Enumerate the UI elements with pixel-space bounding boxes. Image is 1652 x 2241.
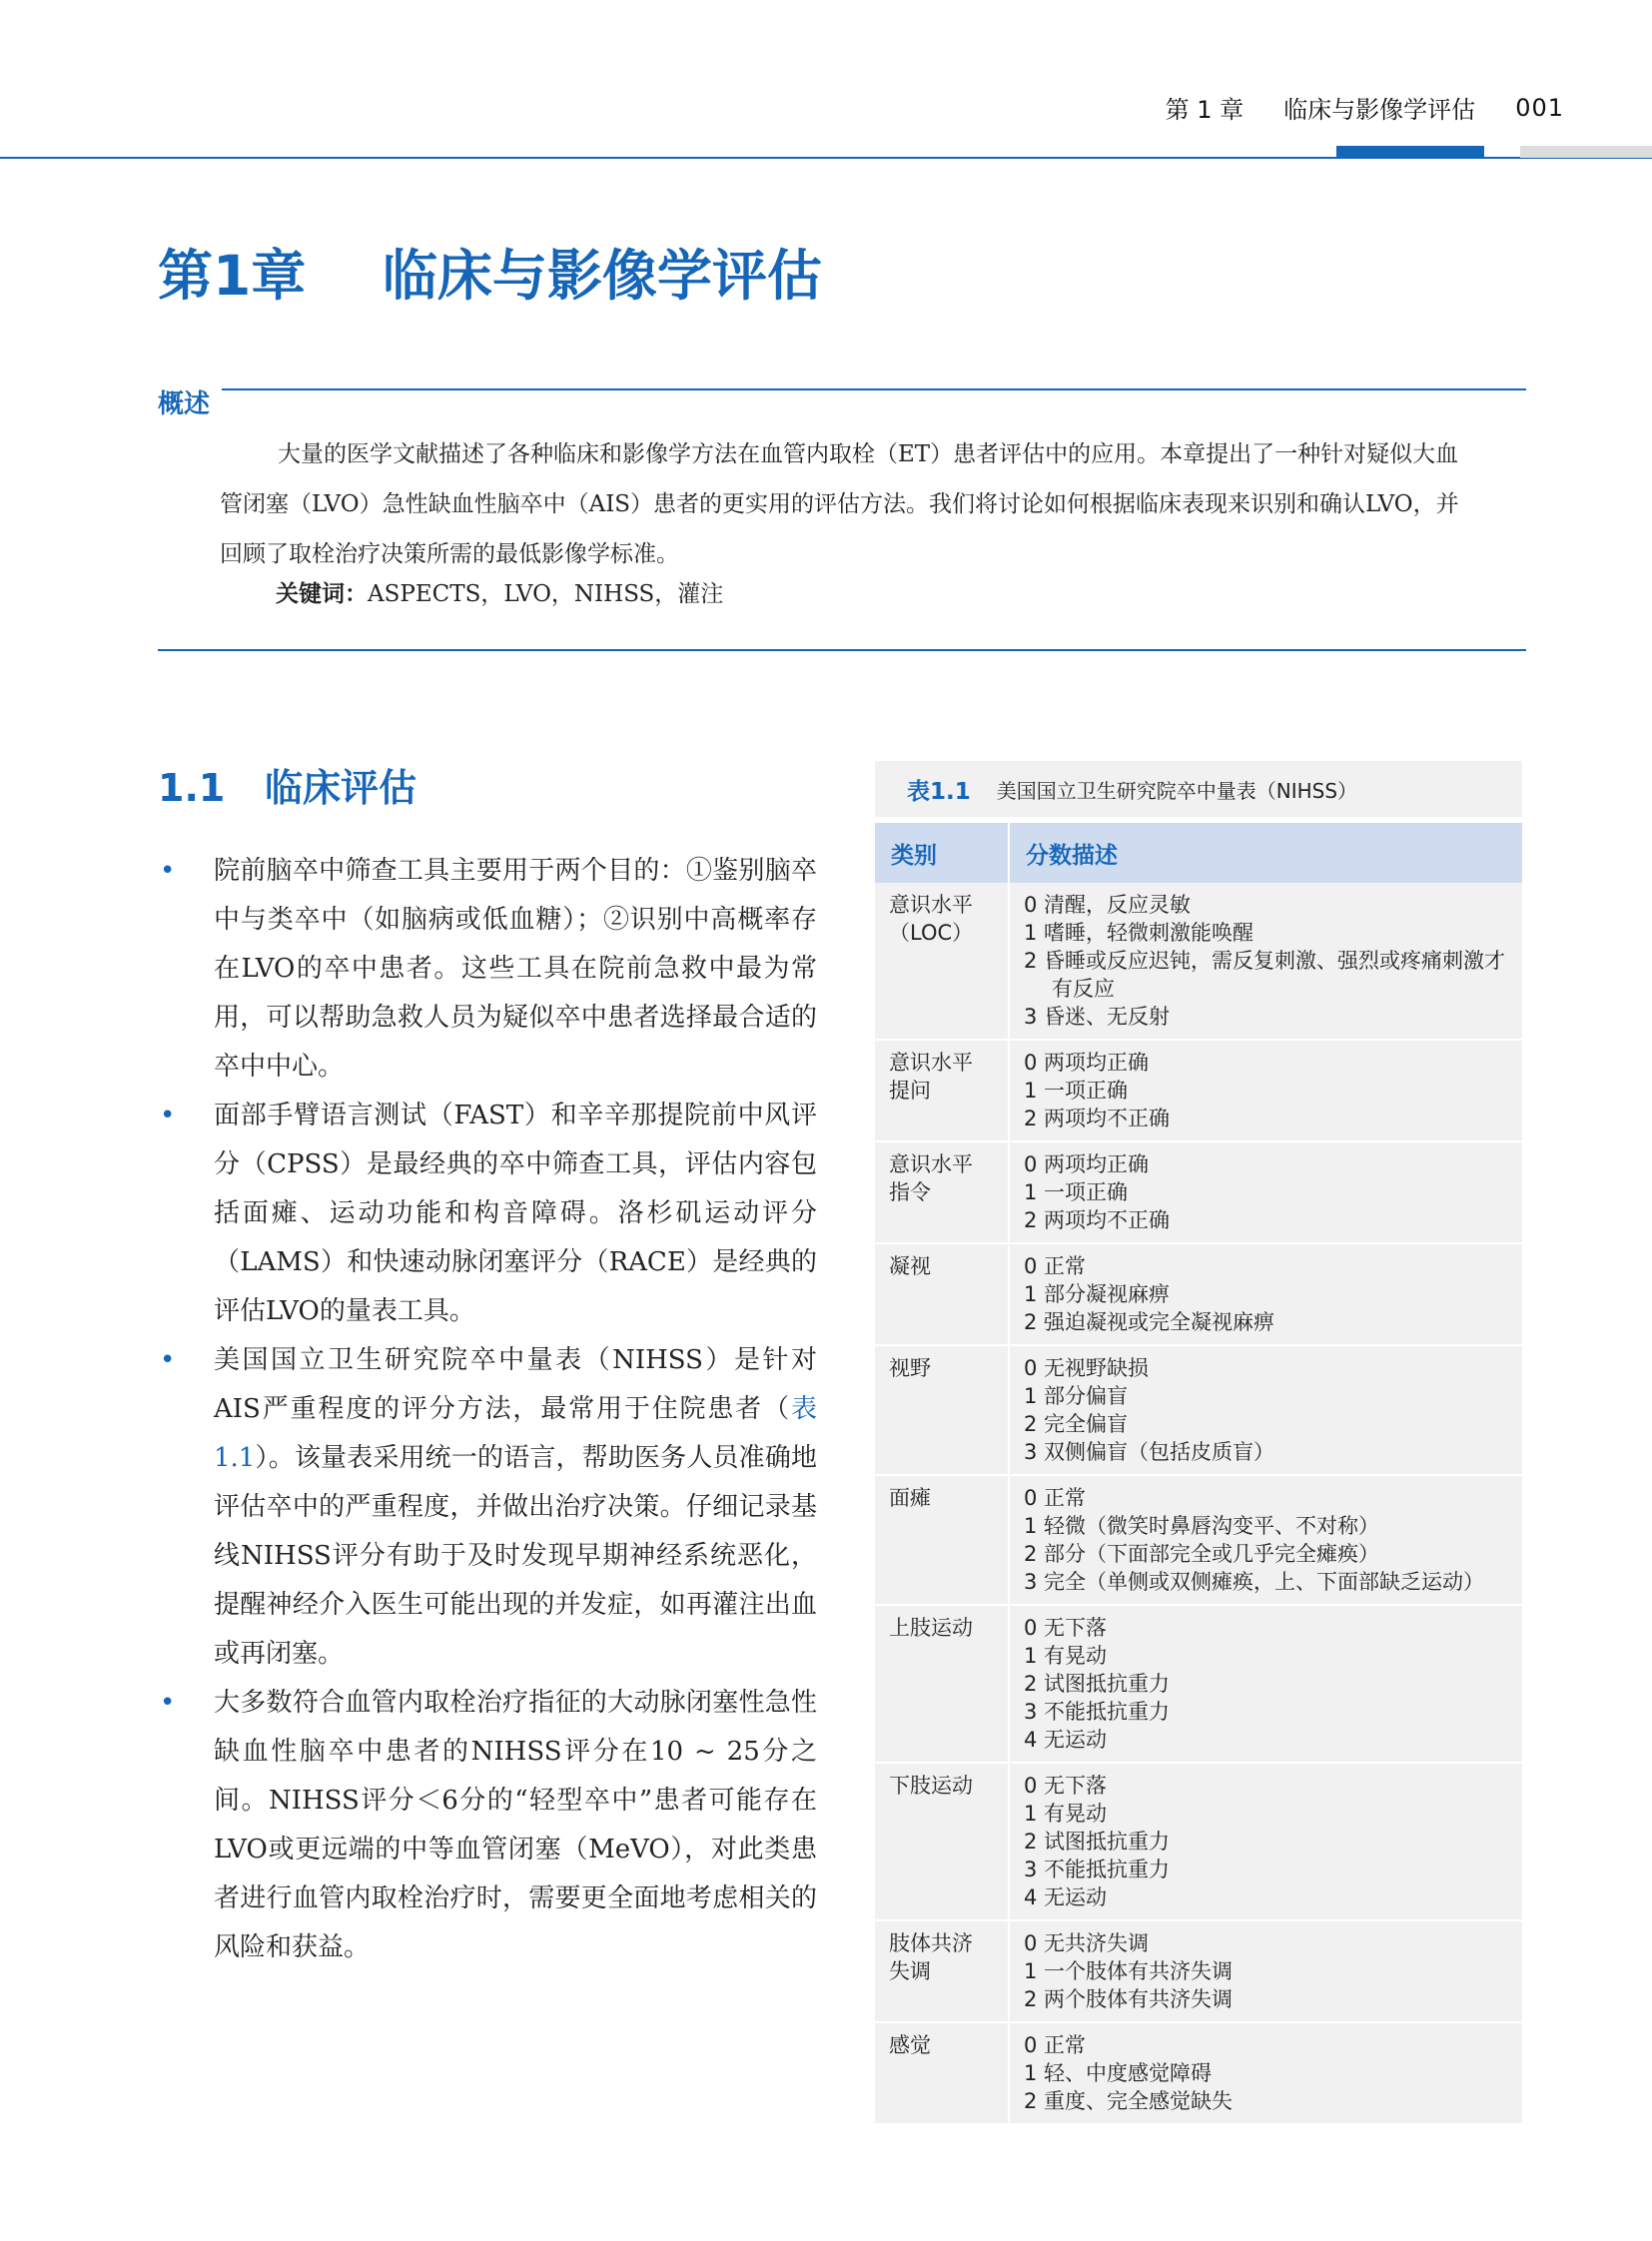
score-item: 3 昏迷、无反射 [1024,1005,1171,1029]
row-description [1008,1764,1522,1919]
score-item: 3 双侧偏盲（包括皮质盲） [1024,1440,1275,1464]
score-item: 1 轻、中度感觉障碍 [1024,2061,1213,2085]
score-item: 2 试图抵抗重力 [1024,1672,1171,1696]
score-item: 0 正常 [1024,1254,1087,1278]
table-body [875,883,1522,2125]
table-row [875,1606,1522,1764]
table-row [875,883,1522,1041]
table-header [875,823,1522,883]
score-item: 0 无视野缺损 [1024,1356,1150,1380]
overview-text [220,429,1468,579]
score-item: 4 无运动 [1024,1728,1108,1752]
score-item: 3 不能抵抗重力 [1024,1858,1171,1881]
score-item: 1 部分偏盲 [1024,1384,1129,1408]
table-reference-link[interactable]: 表1.1 [214,1394,817,1473]
bullet-text: ）。该量表采用统一的语言，帮助医务人员准确地评估卒中的严重程度，并做出治疗决策。仔细记录基线NIHSS评分有助于及时发现早期神经系统恶化，提醒神经介入医生可能出现的并发症，如再灌注出血或再闭塞。 [214,1443,817,1669]
score-item: 2 部分（下面部完全或几乎完全瘫痪） [1024,1542,1380,1566]
bullet-dot-icon: • [160,1688,176,1718]
section-title: 临床评估 [265,766,417,810]
table-row [875,1041,1522,1142]
bullet-item [158,847,817,1092]
row-category: 意识水平 提问 [889,1051,973,1103]
bullet-item [158,1336,817,1679]
row-description [1008,1476,1522,1604]
overview-bottom-rule [158,649,1526,651]
score-item: 1 一个肢体有共济失调 [1024,1959,1234,1983]
table-row [875,1142,1522,1244]
row-category: 肢体共济 失调 [889,1931,973,1983]
row-category: 意识水平 （LOC） [889,893,974,945]
score-item: 2 昏睡或反应迟钝，需反复刺激、强烈或疼痛刺激才有反应 [1024,949,1506,1001]
header-tab-blue [1336,146,1484,158]
table-row [875,1346,1522,1476]
score-item: 2 两个肢体有共济失调 [1024,1987,1234,2011]
bullet-dot-icon: • [160,856,176,886]
table-row [875,1244,1522,1346]
row-category: 凝视 [889,1254,931,1278]
row-category: 下肢运动 [889,1774,973,1798]
bullet-dot-icon: • [160,1345,176,1375]
overview-paragraph: 大量的医学文献描述了各种临床和影像学方法在血管内取栓（ET）患者评估中的应用。本章提出了一种针对疑似大血管闭塞（LVO）急性缺血性脑卒中（AIS）患者的更实用的评估方法。我们将讨论如何根据临床表现来识别和确认LVO，并回顾了取栓治疗决策所需的最低影像学标准。 [220,441,1459,567]
score-item: 2 两项均不正确 [1024,1208,1171,1232]
row-category: 视野 [889,1356,931,1380]
table-caption-text: 美国国立卫生研究院卒中量表（NIHSS） [996,778,1358,803]
table-caption [875,761,1522,817]
row-category: 感觉 [889,2033,931,2057]
section-number: 1.1 [158,766,226,810]
chapter-title: 第1章 临床与影像学评估 [158,244,822,308]
score-item: 2 重度、完全感觉缺失 [1024,2089,1234,2113]
bullet-item [158,1092,817,1336]
bullet-list [158,847,817,1972]
bullet-item [158,1679,817,1972]
table-row [875,1476,1522,1606]
score-item: 0 无下落 [1024,1774,1108,1798]
keywords [276,575,723,608]
header-title: 临床与影像学评估 [1283,96,1476,124]
row-description [1008,1346,1522,1474]
running-header [1166,90,1564,125]
section-heading [158,757,416,812]
row-description [1008,1244,1522,1344]
page-number: 001 [1515,93,1564,122]
row-category: 面瘫 [889,1486,931,1510]
keywords-label: 关键词： [276,581,368,607]
score-item: 2 两项均不正确 [1024,1107,1171,1130]
row-description [1008,1921,1522,2021]
score-item: 0 正常 [1024,2033,1087,2057]
header-category: 类别 [891,842,937,869]
score-item: 1 部分凝视麻痹 [1024,1282,1171,1306]
score-item: 4 无运动 [1024,1885,1108,1909]
overview-label: 概述 [158,389,211,419]
score-item: 1 有晃动 [1024,1802,1108,1826]
score-item: 0 两项均正确 [1024,1152,1150,1176]
row-description [1008,1142,1522,1242]
score-item: 0 无下落 [1024,1616,1108,1640]
score-item: 3 不能抵抗重力 [1024,1700,1171,1724]
table-number: 表1.1 [907,778,971,805]
table-row [875,1764,1522,1921]
row-category: 意识水平 指令 [889,1152,973,1204]
header-tab-grey [1520,146,1652,158]
score-item: 3 完全（单侧或双侧瘫痪，上、下面部缺乏运动） [1024,1570,1485,1594]
score-item: 2 完全偏盲 [1024,1412,1129,1436]
bullet-text: 美国国立卫生研究院卒中量表（NIHSS）是针对AIS严重程度的评分方法，最常用于住院患者（ [214,1345,817,1424]
table-row [875,2023,1522,2125]
row-description [1008,1606,1522,1762]
bullet-dot-icon: • [160,1101,176,1130]
table-row [875,1921,1522,2023]
header-chapter: 第 1 章 [1165,96,1244,124]
bullet-text: 大多数符合血管内取栓治疗指征的大动脉闭塞性急性缺血性脑卒中患者的NIHSS评分在10 ~ 25分之间。NIHSS评分＜6分的“轻型卒中”患者可能存在LVO或更远端的中等血管闭塞（MeVO），对此类患者进行血管内取栓治疗时，需要更全面地考虑相关的风险和获益。 [214,1688,817,1962]
score-item: 1 一项正确 [1024,1180,1129,1204]
score-item: 2 强迫凝视或完全凝视麻痹 [1024,1310,1275,1334]
row-category: 上肢运动 [889,1616,973,1640]
score-item: 1 嗜睡，轻微刺激能唤醒 [1024,921,1254,945]
bullet-text: 院前脑卒中筛查工具主要用于两个目的：①鉴别脑卒中与类卒中（如脑病或低血糖）；②识别中高概率存在LVO的卒中患者。这些工具在院前急救中最为常用，可以帮助急救人员为疑似卒中患者选择最合适的卒中中心。 [214,856,817,1082]
row-description [1008,1041,1522,1140]
score-item: 1 一项正确 [1024,1079,1129,1103]
bullet-text: 面部手臂语言测试（FAST）和辛辛那提院前中风评分（CPSS）是最经典的卒中筛查工具，评估内容包括面瘫、运动功能和构音障碍。洛杉矶运动评分（LAMS）和快速动脉闭塞评分（RACE）是经典的评估LVO的量表工具。 [214,1101,817,1326]
score-item: 0 无共济失调 [1024,1931,1150,1955]
row-description [1008,883,1522,1039]
score-item: 1 轻微（微笑时鼻唇沟变平、不对称） [1024,1514,1380,1538]
row-description [1008,2023,1522,2123]
header-score-description: 分数描述 [1008,823,1522,883]
overview-rule [222,388,1526,390]
score-item: 0 清醒，反应灵敏 [1024,893,1192,917]
nihss-table [875,761,1522,2125]
score-item: 1 有晃动 [1024,1644,1108,1668]
score-item: 0 正常 [1024,1486,1087,1510]
keywords-value: ASPECTS，LVO，NIHSS，灌注 [368,581,724,607]
score-item: 2 试图抵抗重力 [1024,1830,1171,1854]
score-item: 0 两项均正确 [1024,1051,1150,1075]
